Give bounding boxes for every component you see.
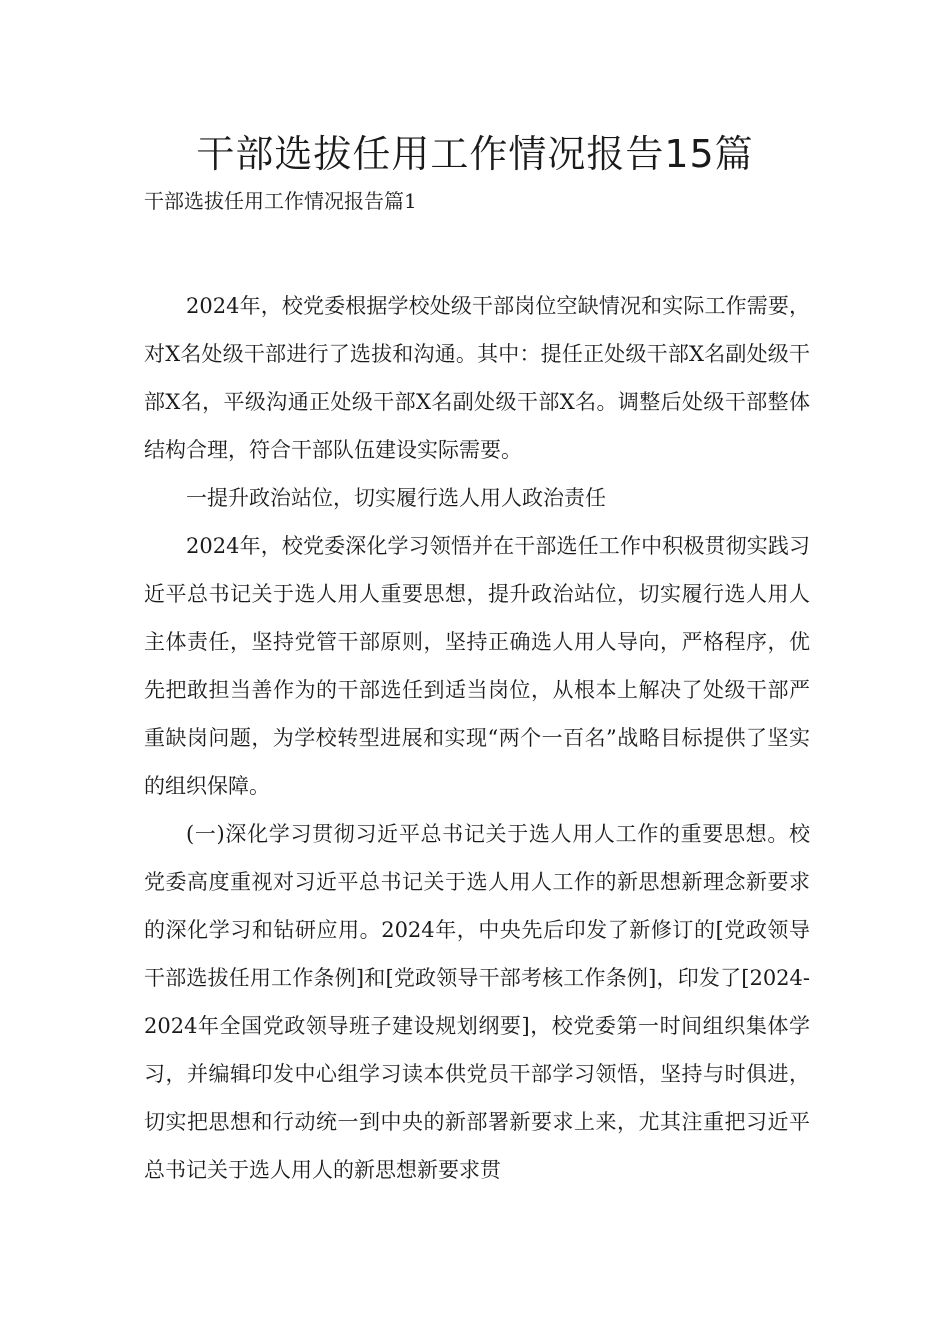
paragraph-intro: 2024年，校党委根据学校处级干部岗位空缺情况和实际工作需要，对X名处级干部进行了选拔和沟通。其中：提任正处级干部X名副处级干部X名，平级沟通正处级干部X名副处级干部X名。调整后处级干部整体结构合理，符合干部队伍建设实际需要。 xyxy=(144,294,810,462)
document-body xyxy=(144,282,810,1194)
document-title: 干部选拔任用工作情况报告15篇 xyxy=(196,132,754,176)
section-heading: 一提升政治站位，切实履行选人用人政治责任 xyxy=(186,486,606,510)
paragraph-political-stance: 2024年，校党委深化学习领悟并在干部选任工作中积极贯彻实践习近平总书记关于选人用人重要思想，提升政治站位，切实履行选人用人主体责任，坚持党管干部原则，坚持正确选人用人导向，严格程序，优先把敢担当善作为的干部选任到适当岗位，从根本上解决了处级干部严重缺岗问题，为学校转型进展和实现“两个一百名”战略目标提供了坚实的组织保障。 xyxy=(144,534,810,798)
document-subtitle: 干部选拔任用工作情况报告篇1 xyxy=(144,189,417,213)
paragraph-study-thought: (一)深化学习贯彻习近平总书记关于选人用人工作的重要思想。校党委高度重视对习近平总书记关于选人用人工作的新思想新理念新要求的深化学习和钻研应用。2024年，中央先后印发了新修订的[党政领导干部选拔任用工作条例]和[党政领导干部考核工作条例]，印发了[2024-2024年全国党政领导班子建设规划纲要]，校党委第一时间组织集体学习，并编辑印发中心组学习读本供党员干部学习领悟，坚持与时俱进，切实把思想和行动统一到中央的新部署新要求上来，尤其注重把习近平总书记关于选人用人的新思想新要求贯 xyxy=(144,822,810,1182)
